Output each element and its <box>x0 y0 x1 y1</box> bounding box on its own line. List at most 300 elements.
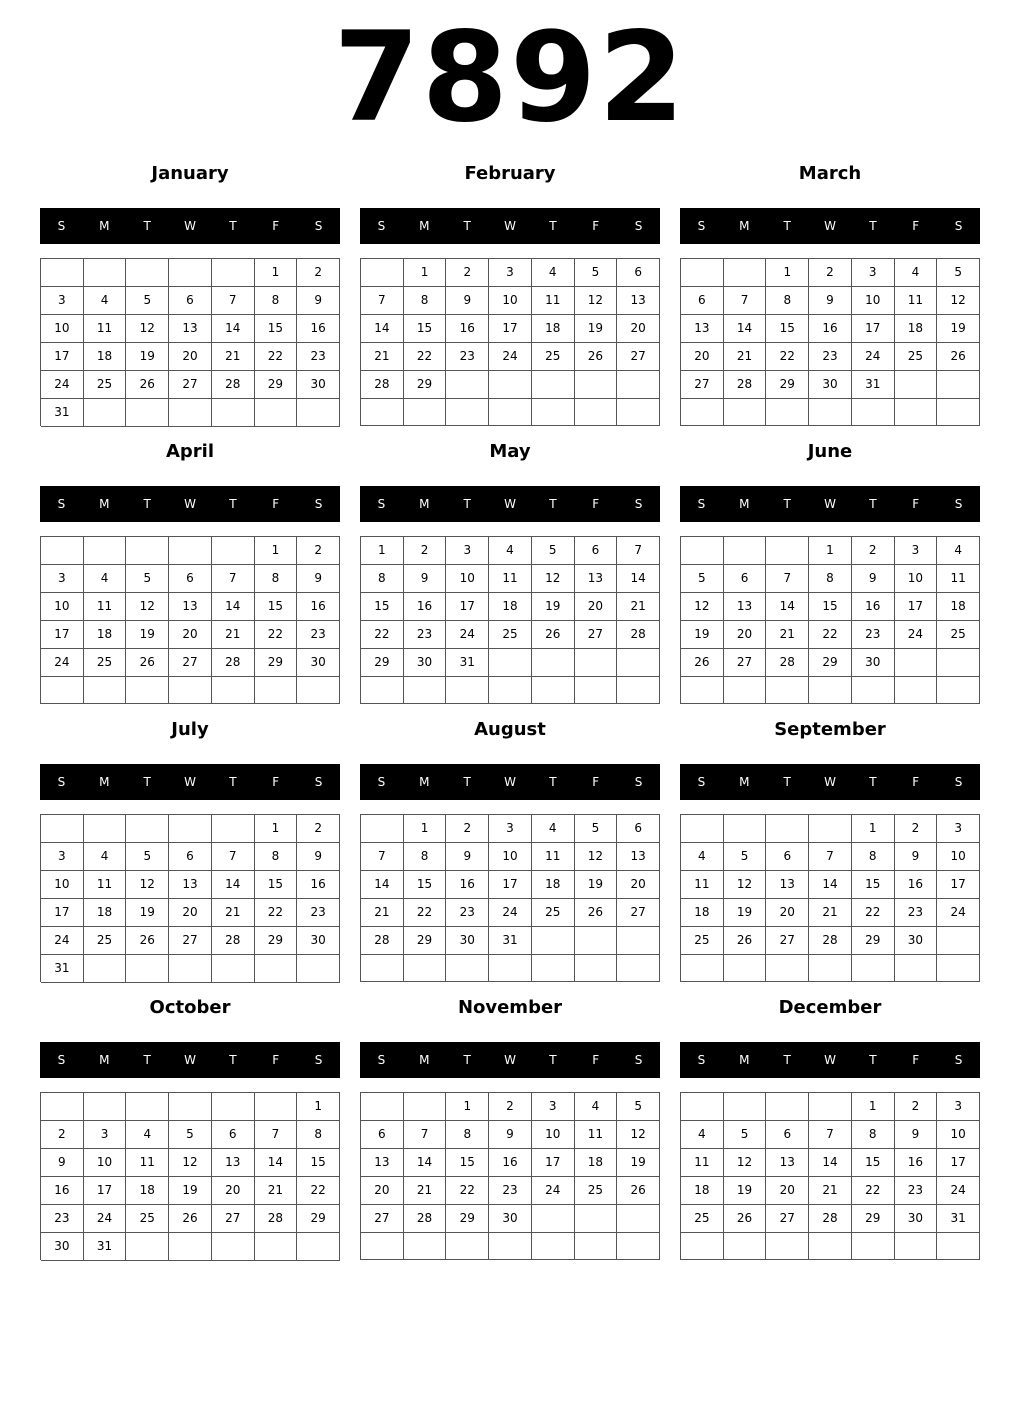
day-cell: 17 <box>937 871 980 899</box>
day-cell: 9 <box>41 1149 84 1177</box>
day-cell: 28 <box>255 1205 298 1233</box>
day-cell: 24 <box>41 927 84 955</box>
empty-cell <box>169 815 212 843</box>
weekday-label: S <box>57 219 66 233</box>
day-cell: 15 <box>852 1149 895 1177</box>
day-cell: 23 <box>41 1205 84 1233</box>
day-cell: 9 <box>852 565 895 593</box>
day-cell: 29 <box>809 649 852 677</box>
day-cell: 21 <box>617 593 660 621</box>
day-cell: 6 <box>766 843 809 871</box>
day-cell: 21 <box>404 1177 447 1205</box>
day-cell: 18 <box>681 899 724 927</box>
day-cell: 13 <box>575 565 618 593</box>
weekday-label: S <box>57 1053 66 1067</box>
day-cell: 21 <box>255 1177 298 1205</box>
empty-cell <box>809 1233 852 1260</box>
empty-cell <box>617 371 660 399</box>
day-grid <box>680 814 980 982</box>
day-cell: 10 <box>41 871 84 899</box>
day-cell: 20 <box>766 899 809 927</box>
day-cell: 11 <box>895 287 938 315</box>
day-cell: 30 <box>404 649 447 677</box>
month-name: January <box>151 163 229 184</box>
day-cell: 8 <box>255 843 298 871</box>
empty-cell <box>681 537 724 565</box>
day-cell: 21 <box>766 621 809 649</box>
weekday-label: S <box>377 1053 386 1067</box>
empty-cell <box>212 955 255 983</box>
weekday-label: T <box>143 219 151 233</box>
day-cell: 15 <box>766 315 809 343</box>
empty-cell <box>766 1233 809 1260</box>
day-cell: 26 <box>575 343 618 371</box>
day-cell: 9 <box>895 843 938 871</box>
empty-cell <box>724 399 767 426</box>
weekday-label: S <box>697 1053 706 1067</box>
day-cell: 23 <box>404 621 447 649</box>
day-cell: 10 <box>937 1121 980 1149</box>
day-cell: 31 <box>84 1233 127 1261</box>
empty-cell <box>84 399 127 427</box>
month-name: September <box>774 719 886 740</box>
day-cell: 17 <box>489 871 532 899</box>
day-cell: 22 <box>255 343 298 371</box>
day-cell: 28 <box>212 927 255 955</box>
day-cell: 25 <box>937 621 980 649</box>
day-cell: 11 <box>84 315 127 343</box>
month-name: December <box>778 997 882 1018</box>
empty-cell <box>126 399 169 427</box>
weekday-label: F <box>592 1053 600 1067</box>
empty-cell <box>169 1093 212 1121</box>
empty-cell <box>212 259 255 287</box>
month-name: February <box>464 163 556 184</box>
empty-cell <box>724 259 767 287</box>
day-cell: 28 <box>404 1205 447 1233</box>
day-cell: 16 <box>895 1149 938 1177</box>
day-cell: 26 <box>617 1177 660 1205</box>
day-cell: 29 <box>852 1205 895 1233</box>
day-cell: 2 <box>446 259 489 287</box>
day-cell: 14 <box>809 871 852 899</box>
day-grid <box>360 536 660 704</box>
weekday-header <box>360 764 660 800</box>
empty-cell <box>766 815 809 843</box>
day-cell: 27 <box>169 371 212 399</box>
day-cell: 20 <box>617 315 660 343</box>
empty-cell <box>297 955 340 983</box>
day-cell: 23 <box>895 899 938 927</box>
empty-cell <box>84 955 127 983</box>
day-cell: 6 <box>169 565 212 593</box>
day-cell: 14 <box>361 315 404 343</box>
empty-cell <box>937 927 980 955</box>
day-cell: 1 <box>404 815 447 843</box>
empty-cell <box>681 1233 724 1260</box>
day-cell: 18 <box>937 593 980 621</box>
day-cell: 1 <box>852 1093 895 1121</box>
day-cell: 2 <box>446 815 489 843</box>
day-cell: 3 <box>489 259 532 287</box>
day-cell: 13 <box>766 1149 809 1177</box>
weekday-label: T <box>229 219 237 233</box>
empty-cell <box>809 815 852 843</box>
weekday-label: M <box>739 219 750 233</box>
empty-cell <box>724 1093 767 1121</box>
weekday-label: M <box>99 1053 110 1067</box>
day-cell: 13 <box>169 593 212 621</box>
day-cell: 20 <box>169 621 212 649</box>
empty-cell <box>617 1233 660 1260</box>
empty-cell <box>84 677 127 704</box>
empty-cell <box>126 1233 169 1261</box>
weekday-label: T <box>463 497 471 511</box>
empty-cell <box>617 399 660 426</box>
day-cell: 5 <box>575 815 618 843</box>
day-cell: 8 <box>255 565 298 593</box>
day-cell: 7 <box>212 565 255 593</box>
day-cell: 27 <box>575 621 618 649</box>
day-cell: 14 <box>617 565 660 593</box>
day-cell: 25 <box>84 371 127 399</box>
day-cell: 23 <box>809 343 852 371</box>
month-name: April <box>165 441 215 462</box>
day-cell: 24 <box>41 371 84 399</box>
day-cell: 1 <box>255 815 298 843</box>
day-cell: 9 <box>297 843 340 871</box>
day-cell: 29 <box>766 371 809 399</box>
empty-cell <box>212 815 255 843</box>
day-cell: 28 <box>766 649 809 677</box>
empty-cell <box>895 955 938 982</box>
day-cell: 24 <box>489 343 532 371</box>
day-cell: 8 <box>404 843 447 871</box>
day-cell: 20 <box>681 343 724 371</box>
day-cell: 4 <box>489 537 532 565</box>
empty-cell <box>766 1093 809 1121</box>
empty-cell <box>532 955 575 982</box>
day-cell: 6 <box>766 1121 809 1149</box>
weekday-label: T <box>549 775 557 789</box>
day-cell: 22 <box>404 899 447 927</box>
day-cell: 17 <box>937 1149 980 1177</box>
day-cell: 24 <box>852 343 895 371</box>
weekday-label: M <box>99 497 110 511</box>
empty-cell <box>724 1233 767 1260</box>
weekday-label: T <box>143 1053 151 1067</box>
day-cell: 18 <box>532 871 575 899</box>
weekday-label: T <box>143 775 151 789</box>
day-cell: 11 <box>575 1121 618 1149</box>
day-cell: 14 <box>212 315 255 343</box>
day-cell: 10 <box>41 315 84 343</box>
day-cell: 19 <box>937 315 980 343</box>
day-cell: 15 <box>404 871 447 899</box>
day-cell: 17 <box>895 593 938 621</box>
weekday-label: F <box>912 219 920 233</box>
empty-cell <box>169 1233 212 1261</box>
day-cell: 3 <box>41 287 84 315</box>
day-cell: 25 <box>126 1205 169 1233</box>
day-cell: 20 <box>617 871 660 899</box>
empty-cell <box>84 259 127 287</box>
day-grid <box>40 258 340 426</box>
day-cell: 26 <box>169 1205 212 1233</box>
day-cell: 11 <box>532 287 575 315</box>
day-cell: 18 <box>681 1177 724 1205</box>
day-cell: 21 <box>809 1177 852 1205</box>
day-cell: 22 <box>852 899 895 927</box>
day-cell: 13 <box>361 1149 404 1177</box>
day-cell: 14 <box>404 1149 447 1177</box>
day-cell: 23 <box>297 899 340 927</box>
day-cell: 1 <box>255 259 298 287</box>
weekday-label: W <box>184 775 196 789</box>
empty-cell <box>41 537 84 565</box>
day-cell: 12 <box>681 593 724 621</box>
day-cell: 26 <box>937 343 980 371</box>
empty-cell <box>575 371 618 399</box>
day-cell: 18 <box>84 899 127 927</box>
day-cell: 3 <box>84 1121 127 1149</box>
empty-cell <box>212 399 255 427</box>
day-cell: 8 <box>361 565 404 593</box>
day-cell: 1 <box>852 815 895 843</box>
day-cell: 21 <box>212 343 255 371</box>
day-cell: 29 <box>404 927 447 955</box>
weekday-label: T <box>549 1053 557 1067</box>
empty-cell <box>575 677 618 704</box>
empty-cell <box>617 1205 660 1233</box>
day-cell: 22 <box>297 1177 340 1205</box>
empty-cell <box>532 927 575 955</box>
day-cell: 15 <box>255 315 298 343</box>
weekday-label: W <box>184 497 196 511</box>
empty-cell <box>404 677 447 704</box>
weekday-label: T <box>229 497 237 511</box>
day-cell: 1 <box>766 259 809 287</box>
weekday-label: T <box>463 775 471 789</box>
day-cell: 15 <box>852 871 895 899</box>
day-cell: 13 <box>617 287 660 315</box>
weekday-label: F <box>272 1053 280 1067</box>
day-cell: 31 <box>937 1205 980 1233</box>
day-cell: 19 <box>617 1149 660 1177</box>
month-name: October <box>149 997 231 1018</box>
day-cell: 10 <box>41 593 84 621</box>
day-cell: 12 <box>575 843 618 871</box>
weekday-label: M <box>419 219 430 233</box>
day-cell: 20 <box>575 593 618 621</box>
day-cell: 9 <box>404 565 447 593</box>
empty-cell <box>532 1233 575 1260</box>
empty-cell <box>681 1093 724 1121</box>
weekday-label: T <box>549 497 557 511</box>
day-grid <box>680 258 980 426</box>
weekday-label: S <box>314 1053 323 1067</box>
day-cell: 15 <box>446 1149 489 1177</box>
day-cell: 29 <box>446 1205 489 1233</box>
day-cell: 23 <box>446 343 489 371</box>
day-cell: 11 <box>532 843 575 871</box>
day-cell: 24 <box>84 1205 127 1233</box>
weekday-label: S <box>377 775 386 789</box>
day-cell: 21 <box>212 899 255 927</box>
day-cell: 14 <box>361 871 404 899</box>
day-cell: 18 <box>84 621 127 649</box>
weekday-label: M <box>419 1053 430 1067</box>
weekday-label: S <box>634 497 643 511</box>
day-cell: 7 <box>404 1121 447 1149</box>
day-cell: 12 <box>937 287 980 315</box>
day-cell: 18 <box>126 1177 169 1205</box>
day-cell: 23 <box>895 1177 938 1205</box>
day-cell: 6 <box>361 1121 404 1149</box>
empty-cell <box>126 815 169 843</box>
empty-cell <box>575 955 618 982</box>
day-cell: 28 <box>212 371 255 399</box>
day-cell: 4 <box>681 1121 724 1149</box>
empty-cell <box>169 259 212 287</box>
empty-cell <box>937 1233 980 1260</box>
day-cell: 3 <box>41 565 84 593</box>
day-cell: 1 <box>255 537 298 565</box>
day-cell: 22 <box>404 343 447 371</box>
day-cell: 22 <box>361 621 404 649</box>
day-cell: 28 <box>361 927 404 955</box>
day-cell: 15 <box>809 593 852 621</box>
day-cell: 7 <box>809 843 852 871</box>
day-cell: 26 <box>724 927 767 955</box>
weekday-header <box>360 486 660 522</box>
weekday-header <box>40 208 340 244</box>
day-cell: 8 <box>446 1121 489 1149</box>
empty-cell <box>809 399 852 426</box>
day-cell: 7 <box>361 843 404 871</box>
month-name: July <box>171 719 209 740</box>
empty-cell <box>766 537 809 565</box>
empty-cell <box>895 399 938 426</box>
day-cell: 16 <box>895 871 938 899</box>
day-cell: 13 <box>617 843 660 871</box>
day-cell: 3 <box>489 815 532 843</box>
weekday-label: T <box>229 1053 237 1067</box>
day-cell: 15 <box>404 315 447 343</box>
day-cell: 28 <box>617 621 660 649</box>
day-cell: 22 <box>766 343 809 371</box>
empty-cell <box>212 1093 255 1121</box>
empty-cell <box>169 537 212 565</box>
day-cell: 19 <box>681 621 724 649</box>
day-cell: 18 <box>84 343 127 371</box>
day-cell: 30 <box>895 1205 938 1233</box>
weekday-label: T <box>463 219 471 233</box>
day-cell: 17 <box>852 315 895 343</box>
day-cell: 26 <box>126 649 169 677</box>
day-cell: 2 <box>297 259 340 287</box>
empty-cell <box>575 649 618 677</box>
weekday-label: F <box>592 219 600 233</box>
day-cell: 8 <box>852 843 895 871</box>
empty-cell <box>681 955 724 982</box>
day-cell: 17 <box>41 621 84 649</box>
day-cell: 21 <box>809 899 852 927</box>
weekday-label: F <box>912 1053 920 1067</box>
day-cell: 25 <box>681 1205 724 1233</box>
day-cell: 12 <box>724 1149 767 1177</box>
weekday-label: W <box>824 219 836 233</box>
day-cell: 24 <box>895 621 938 649</box>
day-cell: 21 <box>361 343 404 371</box>
empty-cell <box>489 1233 532 1260</box>
weekday-label: W <box>504 219 516 233</box>
empty-cell <box>852 399 895 426</box>
year-title: 7892 <box>333 6 687 150</box>
weekday-label: S <box>634 1053 643 1067</box>
day-cell: 14 <box>255 1149 298 1177</box>
day-cell: 5 <box>126 565 169 593</box>
weekday-label: W <box>504 1053 516 1067</box>
empty-cell <box>255 677 298 704</box>
day-cell: 16 <box>41 1177 84 1205</box>
day-cell: 20 <box>169 343 212 371</box>
day-cell: 8 <box>404 287 447 315</box>
day-cell: 26 <box>532 621 575 649</box>
day-cell: 16 <box>297 871 340 899</box>
empty-cell <box>404 399 447 426</box>
weekday-label: T <box>783 497 791 511</box>
day-cell: 12 <box>575 287 618 315</box>
day-cell: 24 <box>532 1177 575 1205</box>
day-cell: 20 <box>766 1177 809 1205</box>
day-cell: 28 <box>724 371 767 399</box>
day-cell: 22 <box>255 621 298 649</box>
weekday-label: S <box>314 497 323 511</box>
empty-cell <box>937 955 980 982</box>
day-cell: 14 <box>212 593 255 621</box>
day-cell: 2 <box>41 1121 84 1149</box>
day-cell: 30 <box>297 927 340 955</box>
day-cell: 4 <box>937 537 980 565</box>
empty-cell <box>361 815 404 843</box>
day-cell: 28 <box>212 649 255 677</box>
month-name: August <box>474 719 546 740</box>
day-cell: 20 <box>361 1177 404 1205</box>
day-cell: 2 <box>895 815 938 843</box>
day-cell: 27 <box>617 343 660 371</box>
weekday-label: S <box>314 219 323 233</box>
day-cell: 3 <box>895 537 938 565</box>
day-cell: 17 <box>41 343 84 371</box>
weekday-header <box>680 764 980 800</box>
empty-cell <box>617 677 660 704</box>
empty-cell <box>575 399 618 426</box>
day-cell: 25 <box>84 927 127 955</box>
day-cell: 11 <box>937 565 980 593</box>
day-cell: 8 <box>255 287 298 315</box>
day-cell: 4 <box>84 843 127 871</box>
day-cell: 5 <box>126 287 169 315</box>
empty-cell <box>895 371 938 399</box>
weekday-label: S <box>954 775 963 789</box>
day-cell: 8 <box>852 1121 895 1149</box>
month-name: June <box>807 441 853 462</box>
empty-cell <box>404 1093 447 1121</box>
day-cell: 31 <box>41 955 84 983</box>
empty-cell <box>297 677 340 704</box>
weekday-label: M <box>739 775 750 789</box>
